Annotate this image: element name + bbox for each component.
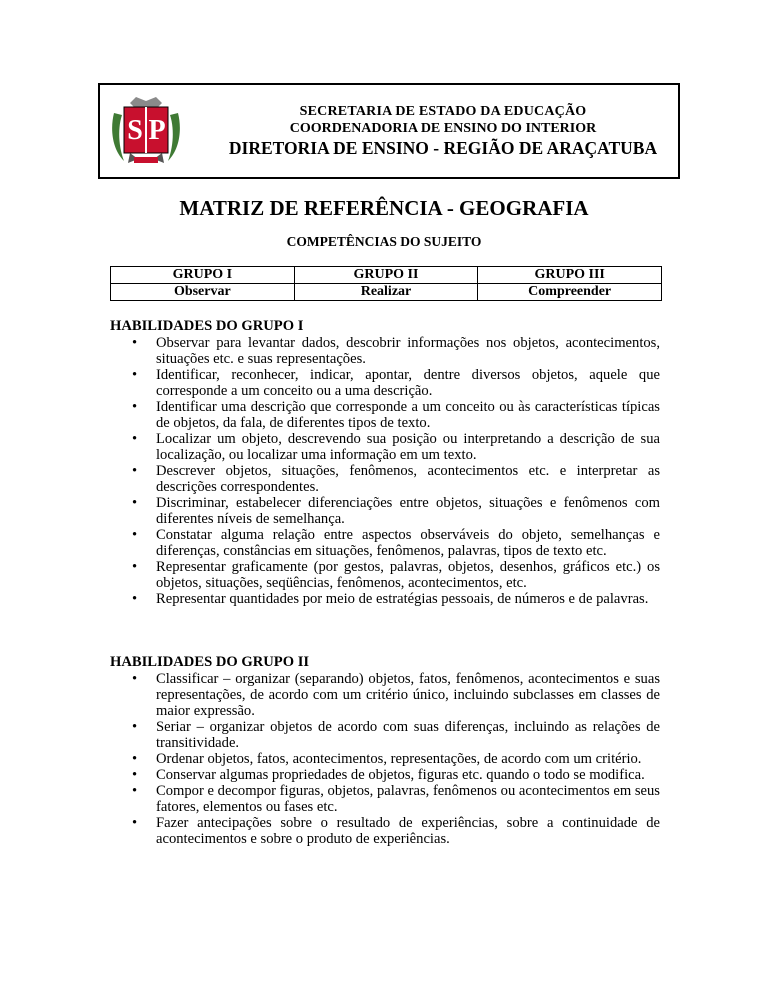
section-heading: HABILIDADES DO GRUPO II — [110, 654, 310, 670]
list-item: • Representar graficamente (por gestos, palavras, objetos, desenhos, gráficos etc.) os objetos, situações, seqüências, fenômenos, acontecimentos, etc. — [156, 559, 660, 591]
group-action-cell: Realizar — [294, 284, 478, 301]
logo-letter-p: P — [148, 115, 166, 146]
section-grupo-1 — [110, 318, 660, 607]
document-title: MATRIZ DE REFERÊNCIA - GEOGRAFIA — [179, 196, 589, 220]
list-item: • Localizar um objeto, descrevendo sua posição ou interpretando a descrição de sua localização, ou localizar uma informação em um texto. — [156, 431, 660, 463]
list-item: • Representar quantidades por meio de estratégias pessoais, de números e de palavras. — [156, 591, 660, 607]
header-diretoria: DIRETORIA DE ENSINO - REGIÃO DE ARAÇATUBA — [228, 138, 658, 158]
list-item: • Observar para levantar dados, descobrir informações nos objetos, acontecimentos, situações etc. e suas representações. — [156, 335, 660, 367]
section-heading: HABILIDADES DO GRUPO I — [110, 318, 304, 334]
groups-table-actions-row — [111, 284, 662, 301]
list-item: • Conservar algumas propriedades de objetos, figuras etc. quando o todo se modifica. — [156, 767, 660, 783]
list-item: • Descrever objetos, situações, fenômenos, acontecimentos etc. e interpretar as descrições correspondentes. — [156, 463, 660, 495]
group-name-cell: GRUPO III — [478, 267, 662, 284]
list-item: • Ordenar objetos, fatos, acontecimentos, representações, de acordo com um critério. — [156, 751, 660, 767]
list-item: • Identificar uma descrição que corresponde a um conceito ou às características típicas de objetos, da fala, de diferentes tipos de texto. — [156, 399, 660, 431]
section-grupo-2 — [110, 654, 660, 847]
group-name-cell: GRUPO II — [294, 267, 478, 284]
sp-coat-of-arms-logo — [108, 93, 184, 169]
bullet-list — [110, 671, 660, 847]
group-name-cell: GRUPO I — [111, 267, 295, 284]
bullet-list — [110, 335, 660, 607]
group-action-cell: Observar — [111, 284, 295, 301]
list-item: • Constatar alguma relação entre aspectos observáveis do objeto, semelhanças e diferenças, constâncias em situações, fenômenos, palavras, tipos de texto etc. — [156, 527, 660, 559]
list-item: • Classificar – organizar (separando) objetos, fatos, fenômenos, acontecimentos e suas representações, de acordo com um critério único, incluindo subclasses em classes de maior expressão. — [156, 671, 660, 719]
list-item: • Compor e decompor figuras, objetos, palavras, fenômenos ou acontecimentos em seus fatores, elementos ou fases etc. — [156, 783, 660, 815]
groups-table-names-row — [111, 267, 662, 284]
list-item: • Identificar, reconhecer, indicar, apontar, dentre diversos objetos, aquele que corresponde a um conceito ou a uma descrição. — [156, 367, 660, 399]
header-secretaria: SECRETARIA DE ESTADO DA EDUCAÇÃO — [299, 104, 587, 119]
header-box — [98, 83, 680, 179]
logo-letter-s: S — [127, 115, 143, 146]
header-coordenadoria: COORDENADORIA DE ENSINO DO INTERIOR — [289, 121, 597, 136]
document-subtitle: COMPETÊNCIAS DO SUJEITO — [286, 234, 482, 249]
list-item: • Fazer antecipações sobre o resultado de experiências, sobre a continuidade de acontecimentos e sobre o produto de experiências. — [156, 815, 660, 847]
header-text — [218, 103, 668, 159]
list-item: • Seriar – organizar objetos de acordo com suas diferenças, incluindo as relações de transitividade. — [156, 719, 660, 751]
list-item: • Discriminar, estabelecer diferenciações entre objetos, situações e fenômenos com diferentes níveis de semelhança. — [156, 495, 660, 527]
groups-table — [110, 266, 662, 301]
group-action-cell: Compreender — [478, 284, 662, 301]
